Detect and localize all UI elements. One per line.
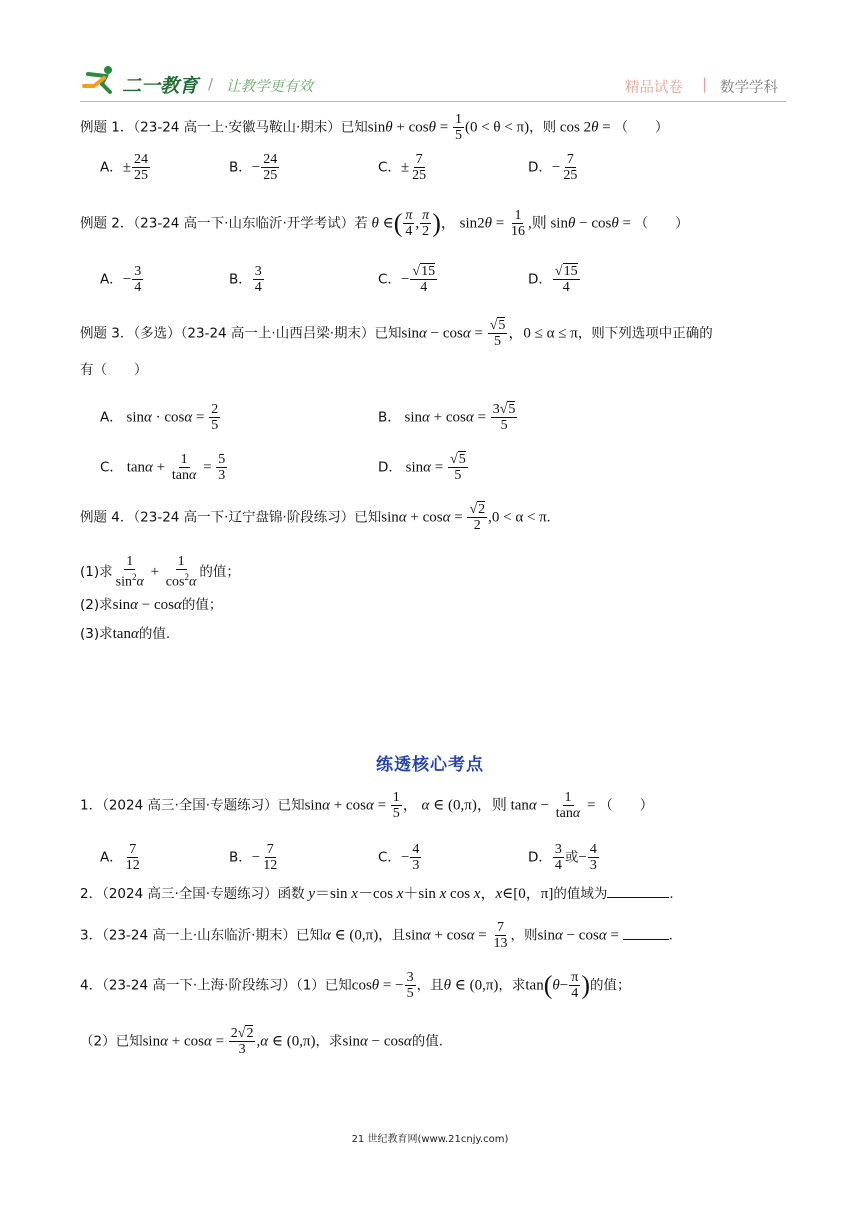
- example-2-option-b: B． $\frac{3}{4}$: [229, 264, 262, 295]
- example-1-option-c: C．± $\frac{7}{25}$: [378, 152, 427, 183]
- example-label: 例题 1．: [80, 119, 134, 136]
- section-title: 练透核心考点: [376, 755, 484, 775]
- footer: 21 世纪教育网(www.21cnjy.com): [351, 1134, 509, 1145]
- example-1-option-d: D．− $\frac{7}{25}$: [528, 152, 578, 183]
- example-3-option-d: D． sinα = $\frac{√5}{5}$: [378, 452, 466, 483]
- header-brand-b: 数学学科: [720, 80, 778, 96]
- example-3-question: 例题 3．（多选）（23-24 高一上·山西吕梁·期末）已知sinα − cosα = $\frac{√5}{5}$ ，0 ≤ α ≤ π，则下列选项中正确的: [80, 318, 713, 349]
- practice-1-option-c: C．− $\frac{4}{3}$: [378, 842, 420, 873]
- practice-1-option-d: D． $\frac{3}{4}$ 或− $\frac{4}{3}$: [528, 842, 597, 873]
- answer-bracket: （ ）: [614, 119, 669, 136]
- condition: (0 < θ < π): [464, 119, 530, 136]
- ask-text: ，则: [529, 119, 557, 136]
- example-3-option-a: A． sinα · cosα = $\frac{2}{5}$: [100, 402, 219, 433]
- header-rule: [80, 101, 786, 102]
- header-slogan: 让教学更有效: [226, 79, 313, 95]
- example-3-option-b: B． sinα + cosα = $\frac{3√5}{5}$: [378, 402, 516, 433]
- answer-blank[interactable]: [607, 883, 669, 898]
- logo-text: 二一教育: [122, 75, 199, 97]
- example-2-question: 例题 2．（23-24 高一下·山东临沂·开学考试）若 θ ∈( $\frac{\pi}{4}$ , $\frac{\pi}{2}$ )， sin2θ = $\frac{1}{16}$ ,则 sinθ − cosθ = （ ）: [80, 208, 689, 239]
- lead-text: 已知: [340, 119, 368, 136]
- example-4-part-3: (3)求tanα的值.: [80, 626, 171, 642]
- answer-blank[interactable]: [623, 925, 669, 940]
- domain: [0，π]: [513, 886, 554, 902]
- practice-1-option-a: A． $\frac{7}{12}$: [100, 842, 140, 873]
- example-4-part-1: (1)求 $\frac{1}{\sin^2\alpha}$ + $\frac{1}{\cos^2\alpha}$ 的值；: [80, 554, 240, 590]
- example-4-question: 例题 4．（23-24 高一下·辽宁盘锦·阶段练习）已知sinα + cosα = $\frac{√2}{2}$ ,0 < α < π.: [80, 502, 551, 533]
- example-3-option-c: C． tanα + $\frac{1}{\tan\alpha}$ = $\frac{5}{3}$: [100, 452, 226, 483]
- practice-1-question: 1．（2024 高三·全国·专题练习）已知sinα + cosα = $\frac{1}{5}$ ， α ∈ (0,π)，则 tanα − $\frac{1}{\tan\alpha}$ = （ ）: [80, 790, 654, 821]
- practice-1-option-b: B．− $\frac{7}{12}$: [229, 842, 278, 873]
- header: [80, 62, 786, 102]
- example-2-option-d: D． $\frac{√15}{4}$: [528, 264, 578, 295]
- practice-3-question: 3．（23-24 高一上·山东临沂·期末）已知α ∈ (0,π)，且sinα + cosα = $\frac{7}{13}$ ，则sinα − cosα = .: [80, 920, 673, 951]
- header-brand-a: 精品试卷: [625, 80, 683, 96]
- practice-4-part-2: （2）已知sinα + cosα = $\frac{2√2}{3}$ ,α ∈ (0,π)，求sinα − cosα的值.: [80, 1026, 444, 1057]
- example-3-line-2: 有（ ）: [80, 362, 148, 378]
- header-slash: /: [208, 75, 214, 93]
- practice-4-question: 4．（23-24 高一下·上海·阶段练习）（1）已知cosθ = − $\frac{3}{5}$ ，且θ ∈ (0,π)，求tan(θ− $\frac{\pi}{4}$ )的值；: [80, 970, 631, 1001]
- example-4-part-2: (2)求sinα − cosα的值；: [80, 597, 223, 613]
- header-divider: |: [702, 75, 708, 93]
- example-2-option-c: C．− $\frac{√15}{4}$: [378, 264, 436, 295]
- example-2-option-a: A．− $\frac{3}{4}$: [100, 264, 142, 295]
- example-1-question: 例题 1．（23-24 高一上·安徽马鞍山·期末）已知sinθ + cosθ = $\frac{1}{5}$ (0 < θ < π)，则 cos 2θ = （ ）: [80, 112, 669, 143]
- condition: ,0 < α < π.: [488, 509, 551, 526]
- source-tag: （23-24 高一上·安徽马鞍山·期末）: [133, 119, 341, 136]
- condition: 0 ≤ α ≤ π: [523, 325, 578, 342]
- example-1-option-b: B．− $\frac{24}{25}$: [229, 152, 278, 183]
- example-1-option-a: A．± $\frac{24}{25}$: [100, 152, 148, 183]
- runner-logo-icon: [80, 64, 122, 96]
- practice-2-question: 2．（2024 高三·全国·专题练习）函数 y＝sin x－cos x＋sin x cos x，x∈[0，π]的值域为 .: [80, 883, 674, 904]
